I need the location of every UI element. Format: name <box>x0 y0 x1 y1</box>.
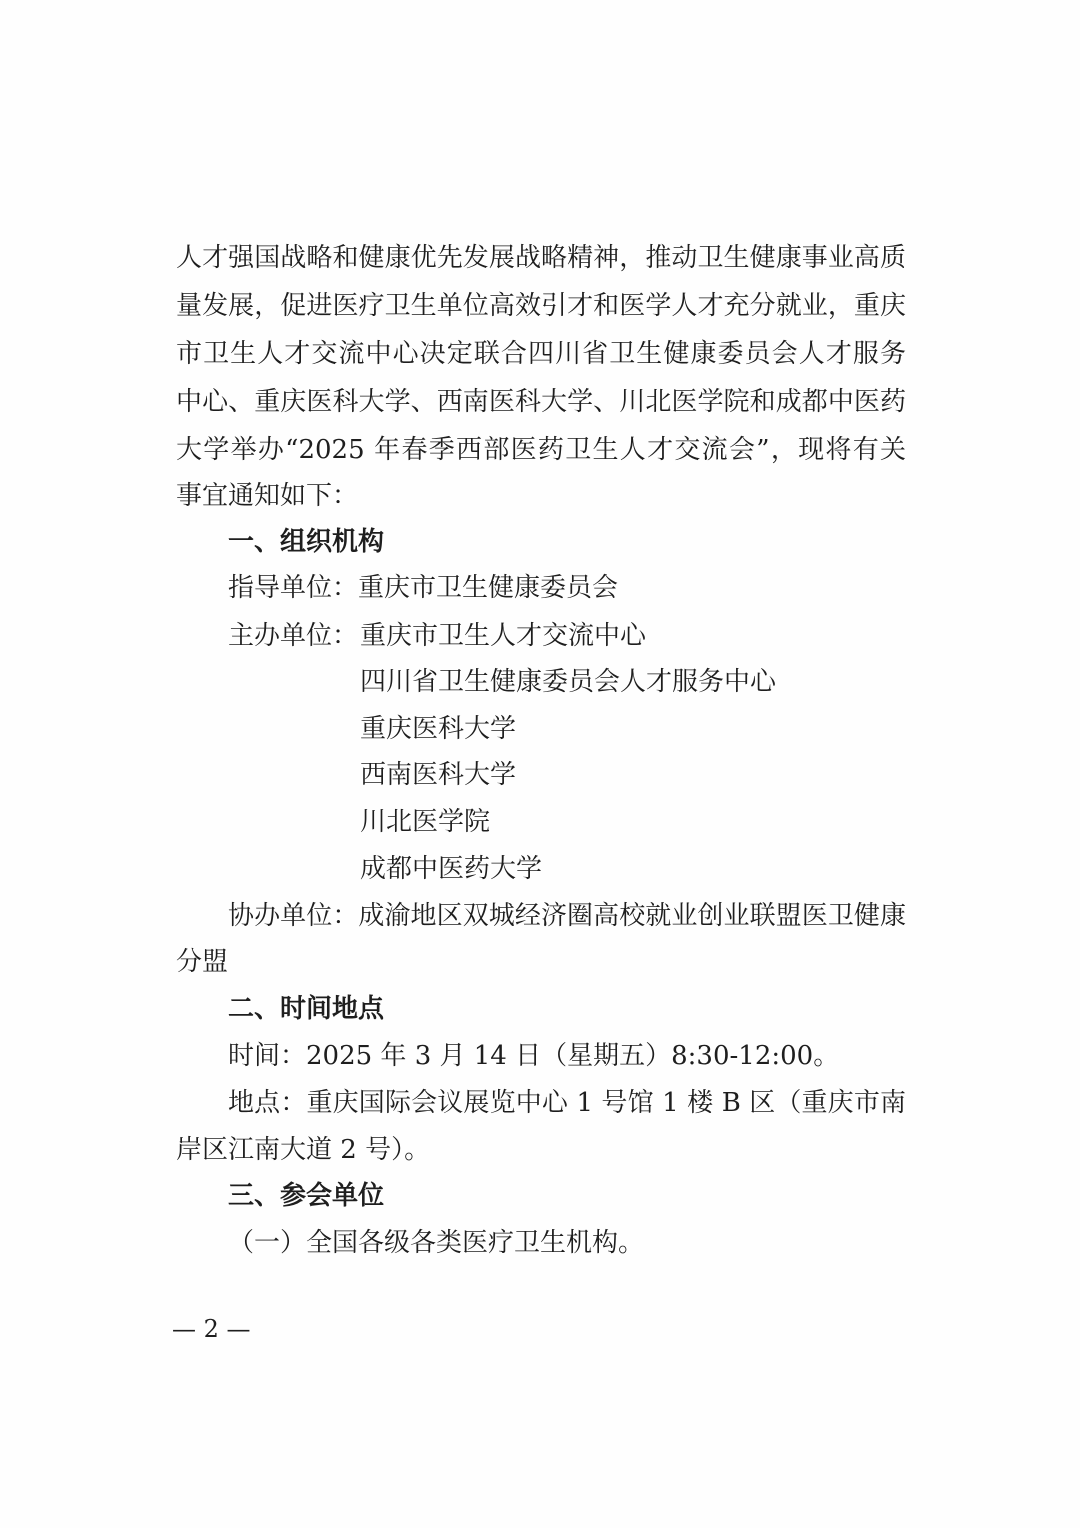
event-place: 地点：重庆国际会议展览中心 1 号馆 1 楼 B 区（重庆市南 <box>228 1088 906 1118</box>
host-unit: 四川省卫生健康委员会人才服务中心 <box>360 667 777 697</box>
host-unit: 西南医科大学 <box>360 760 517 790</box>
host-unit: 川北医学院 <box>360 807 491 837</box>
section-heading: 三、参会单位 <box>228 1181 385 1211</box>
event-time: 时间：2025 年 3 月 14 日（星期五）8:30-12:00。 <box>228 1041 840 1071</box>
assist-unit: 协办单位：成渝地区双城经济圈高校就业创业联盟医卫健康 <box>228 901 906 931</box>
section-heading: 一、组织机构 <box>228 527 385 557</box>
paragraph-line: 人才强国战略和健康优先发展战略精神，推动卫生健康事业高质 <box>176 243 906 273</box>
event-place-cont: 岸区江南大道 2 号）。 <box>176 1135 431 1165</box>
host-unit: 重庆医科大学 <box>360 714 517 744</box>
assist-unit-cont: 分盟 <box>176 947 229 977</box>
participant-item: （一）全国各级各类医疗卫生机构。 <box>228 1228 645 1258</box>
paragraph-line: 中心、重庆医科大学、西南医科大学、川北医学院和成都中医药 <box>176 387 906 417</box>
page-number: — 2 — <box>172 1315 251 1343</box>
paragraph-line: 量发展，促进医疗卫生单位高效引才和医学人才充分就业，重庆 <box>176 291 906 321</box>
guide-unit <box>228 572 618 604</box>
paragraph-line: 市卫生人才交流中心决定联合四川省卫生健康委员会人才服务 <box>176 339 906 369</box>
host-label: 主办单位： <box>228 621 359 651</box>
guide-value: 重庆市卫生健康委员会 <box>358 573 619 603</box>
guide-label: 指导单位： <box>228 573 359 603</box>
section-heading: 二、时间地点 <box>228 994 385 1024</box>
paragraph-line: 事宜通知如下： <box>176 481 359 511</box>
host-unit: 重庆市卫生人才交流中心 <box>360 621 647 651</box>
host-unit: 成都中医药大学 <box>360 854 543 884</box>
paragraph-line: 大学举办“2025 年春季西部医药卫生人才交流会”，现将有关 <box>176 435 906 465</box>
